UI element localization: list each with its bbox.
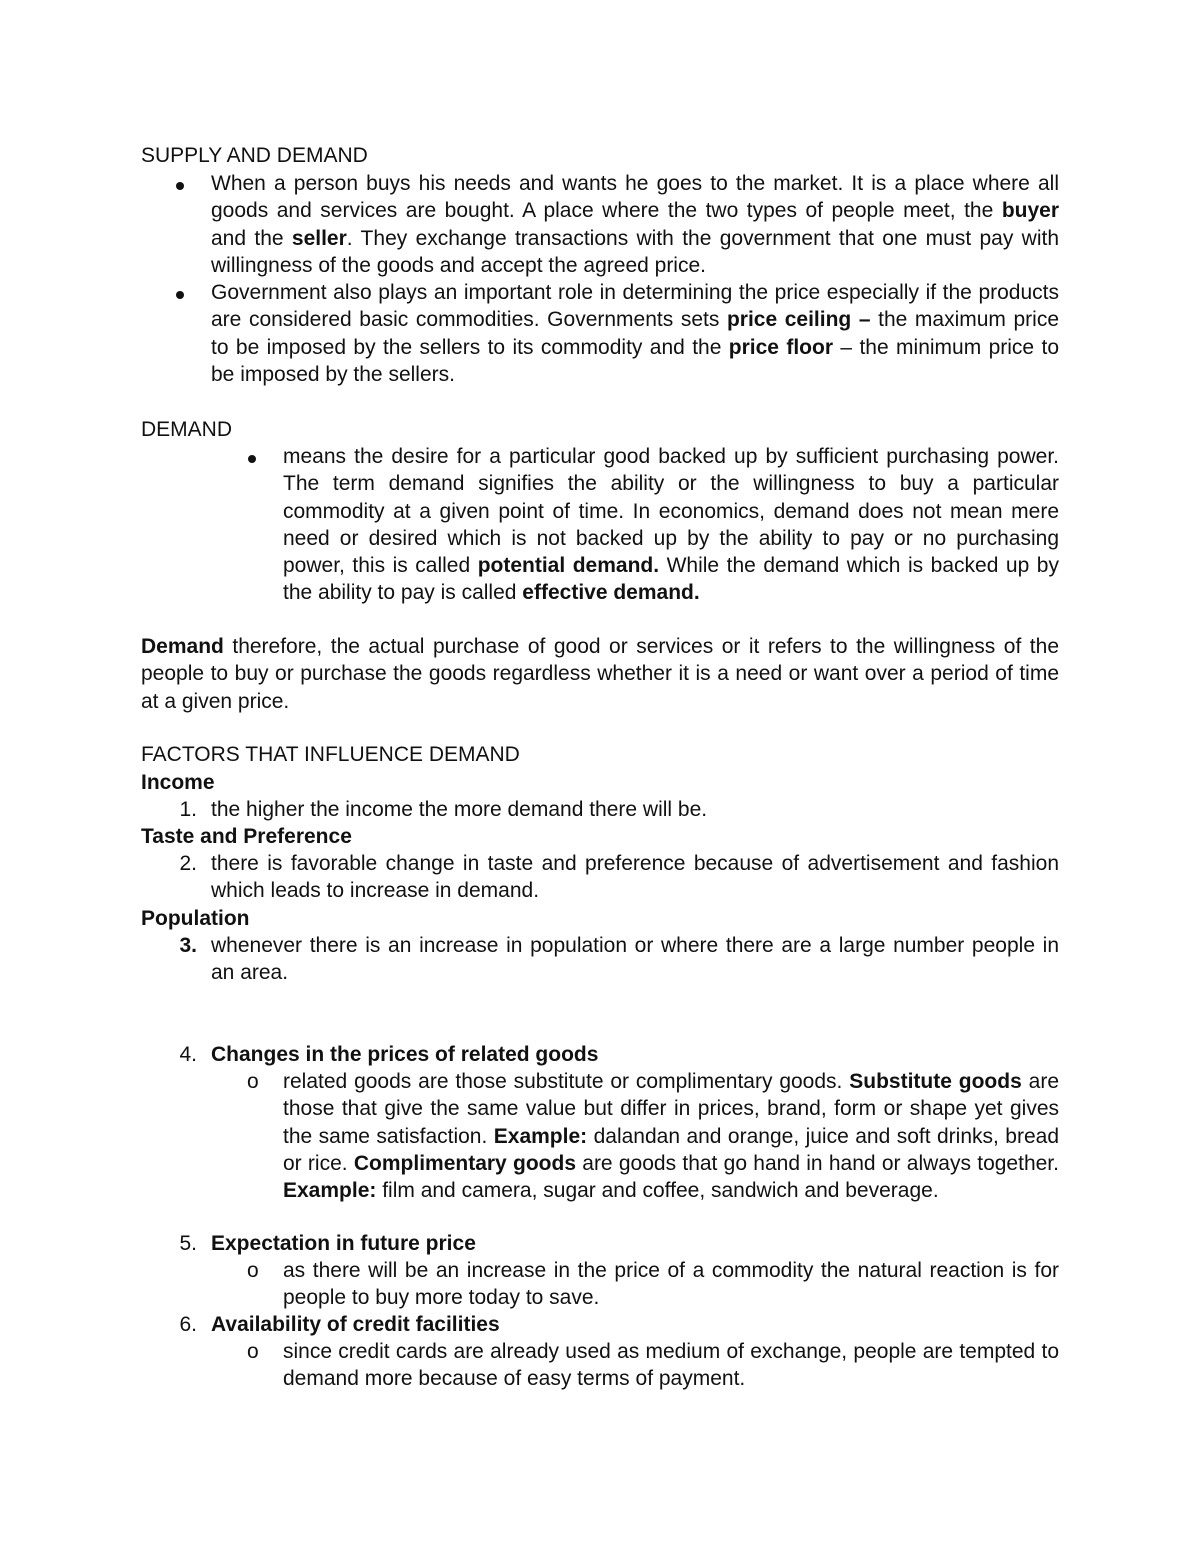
section-heading-factors: FACTORS THAT INFLUENCE DEMAND bbox=[141, 743, 520, 766]
circle-bullet-icon: o bbox=[247, 1340, 259, 1363]
factor-title-related-goods: Changes in the prices of related goods bbox=[211, 1043, 599, 1066]
factor-title-credit: Availability of credit facilities bbox=[211, 1313, 500, 1336]
list-number: 6. bbox=[179, 1313, 197, 1336]
bullet-paragraph-demand-definition: means the desire for a particular good backed up by sufficient purchasing power. The term demand signifies the ability or the willingness to buy a particular commodity at a given point of time. In economics, demand does not mean mere need or desired which is not backed up by the ability to pay or no purchasing power, this is called potential demand. While the demand which is backed up by the ability to pay is called effective demand. bbox=[283, 445, 1059, 605]
factor-text-taste: there is favorable change in taste and preference because of advertisement and fashion which leads to increase in demand. bbox=[211, 852, 1059, 903]
list-number: 1. bbox=[179, 798, 197, 821]
factor-title-population: Population bbox=[141, 907, 250, 930]
factor-text-income: the higher the income the more demand there will be. bbox=[211, 798, 708, 821]
factor-title-taste: Taste and Preference bbox=[141, 825, 352, 848]
factor-title-expectation: Expectation in future price bbox=[211, 1232, 476, 1255]
factor-text-related-goods: related goods are those substitute or complimentary goods. Substitute goods are those that give the same value but differ in prices, brand, form or shape yet gives the same satisfaction. Example: dalandan and orange, juice and soft drinks, bread or rice. Complimentary goods are goods that go hand in hand or always together. Example: film and camera, sugar and coffee, sandwich and beverage. bbox=[283, 1070, 1060, 1203]
list-number: 5. bbox=[179, 1232, 197, 1255]
factor-text-population: whenever there is an increase in population or where there are a large number people in an area. bbox=[211, 934, 1059, 985]
factor-text-credit: since credit cards are already used as medium of exchange, people are tempted to demand more because of easy terms of payment. bbox=[283, 1340, 1059, 1391]
factor-text-expectation: as there will be an increase in the price of a commodity the natural reaction is for people to buy more today to save. bbox=[283, 1259, 1059, 1310]
section-heading-supply-and-demand: SUPPLY AND DEMAND bbox=[141, 144, 368, 167]
list-number: 2. bbox=[179, 852, 197, 875]
circle-bullet-icon: o bbox=[247, 1070, 259, 1093]
bullet-paragraph-market: When a person buys his needs and wants he goes to the market. It is a place where all goods and services are bought. A place where the two types of people meet, the buyer and the seller. They exchange transactions with the government that one must pay with willingness of the goods and accept the agreed price. bbox=[211, 172, 1060, 277]
circle-bullet-icon: o bbox=[247, 1259, 259, 1282]
bullet-paragraph-government: Government also plays an important role in determining the price especially if the products are considered basic commodities. Governments sets price ceiling – the maximum price to be imposed by the sellers to its commodity and the price floor – the minimum price to be imposed by the sellers. bbox=[211, 281, 1060, 386]
bullet-icon bbox=[248, 455, 256, 463]
bullet-icon bbox=[176, 291, 184, 299]
list-number: 4. bbox=[179, 1043, 197, 1066]
bullet-icon bbox=[176, 182, 184, 190]
list-number: 3. bbox=[179, 934, 197, 957]
paragraph-demand-therefore: Demand therefore, the actual purchase of good or services or it refers to the willingness of the people to buy or purchase the goods regardless whether it is a need or want over a period of time at a given price. bbox=[141, 635, 1059, 713]
section-heading-demand: DEMAND bbox=[141, 418, 233, 441]
factor-title-income: Income bbox=[141, 771, 215, 794]
